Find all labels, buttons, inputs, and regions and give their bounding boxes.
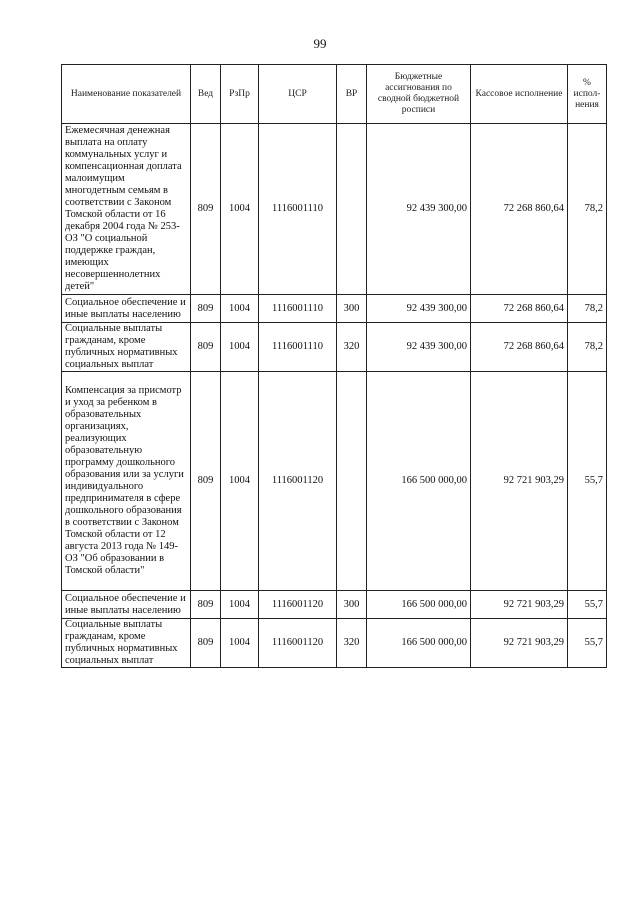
cell-budget: 166 500 000,00	[367, 591, 471, 619]
cell-name: Социальные выплаты гражданам, кроме публичных нормативных социальных выплат	[62, 323, 191, 372]
cell-rzpr: 1004	[221, 619, 259, 668]
cell-budget: 92 439 300,00	[367, 323, 471, 372]
cell-cash: 72 268 860,64	[471, 295, 568, 323]
cell-rzpr: 1004	[221, 372, 259, 591]
cell-ved: 809	[191, 124, 221, 295]
table-row	[62, 619, 607, 668]
header-cash: Кассовое исполнение	[471, 65, 568, 124]
cell-rzpr: 1004	[221, 295, 259, 323]
table-row	[62, 124, 607, 295]
cell-vr: 320	[337, 323, 367, 372]
cell-csr: 1116001110	[259, 323, 337, 372]
cell-vr: 300	[337, 591, 367, 619]
header-csr: ЦСР	[259, 65, 337, 124]
cell-name: Социальное обеспечение и иные выплаты населению	[62, 295, 191, 323]
table-row	[62, 591, 607, 619]
cell-budget: 166 500 000,00	[367, 619, 471, 668]
header-ved: Вед	[191, 65, 221, 124]
cell-name: Социальное обеспечение и иные выплаты населению	[62, 591, 191, 619]
header-budget: Бюджетные ассигнования по сводной бюджетной росписи	[367, 65, 471, 124]
header-name: Наименование показателей	[62, 65, 191, 124]
header-rzpr: РзПр	[221, 65, 259, 124]
table-row	[62, 295, 607, 323]
cell-ved: 809	[191, 619, 221, 668]
cell-ved: 809	[191, 372, 221, 591]
cell-cash: 92 721 903,29	[471, 591, 568, 619]
cell-rzpr: 1004	[221, 591, 259, 619]
cell-name: Социальные выплаты гражданам, кроме публичных нормативных социальных выплат	[62, 619, 191, 668]
cell-percent: 55,7	[568, 372, 607, 591]
cell-rzpr: 1004	[221, 323, 259, 372]
header-percent: % испол-нения	[568, 65, 607, 124]
cell-cash: 72 268 860,64	[471, 124, 568, 295]
cell-budget: 92 439 300,00	[367, 124, 471, 295]
cell-csr: 1116001110	[259, 124, 337, 295]
cell-cash: 72 268 860,64	[471, 323, 568, 372]
cell-ved: 809	[191, 323, 221, 372]
cell-rzpr: 1004	[221, 124, 259, 295]
cell-percent: 78,2	[568, 295, 607, 323]
cell-name: Компенсация за присмотр и уход за ребенком в образовательных организациях, реализующих образовательную программу дошкольного образования или за услуги индивидуального предпринимателя в сфере дошкольного образования в соответствии с Законом Томской области от 12 августа 2013 года № 149-ОЗ "Об образовании в Томской области"	[62, 372, 191, 591]
budget-execution-table	[61, 64, 607, 668]
cell-ved: 809	[191, 295, 221, 323]
table-row	[62, 323, 607, 372]
cell-budget: 92 439 300,00	[367, 295, 471, 323]
cell-percent: 55,7	[568, 619, 607, 668]
page-number: 99	[313, 36, 327, 51]
header-vr: ВР	[337, 65, 367, 124]
cell-name: Ежемесячная денежная выплата на оплату коммунальных услуг и компенсационная доплата малоимущим многодетным семьям в соответствии с Законом Томской области от 16 декабря 2004 года № 253-ОЗ "О социальной поддержке граждан, имеющих несовершеннолетних детей"	[62, 124, 191, 295]
cell-csr: 1116001120	[259, 619, 337, 668]
cell-percent: 78,2	[568, 323, 607, 372]
cell-percent: 78,2	[568, 124, 607, 295]
cell-vr	[337, 372, 367, 591]
table-row	[62, 372, 607, 591]
cell-vr: 320	[337, 619, 367, 668]
cell-percent: 55,7	[568, 591, 607, 619]
cell-vr: 300	[337, 295, 367, 323]
table-header-row	[62, 65, 607, 124]
cell-csr: 1116001120	[259, 591, 337, 619]
cell-cash: 92 721 903,29	[471, 372, 568, 591]
cell-cash: 92 721 903,29	[471, 619, 568, 668]
cell-vr	[337, 124, 367, 295]
cell-csr: 1116001110	[259, 295, 337, 323]
cell-budget: 166 500 000,00	[367, 372, 471, 591]
cell-csr: 1116001120	[259, 372, 337, 591]
cell-ved: 809	[191, 591, 221, 619]
